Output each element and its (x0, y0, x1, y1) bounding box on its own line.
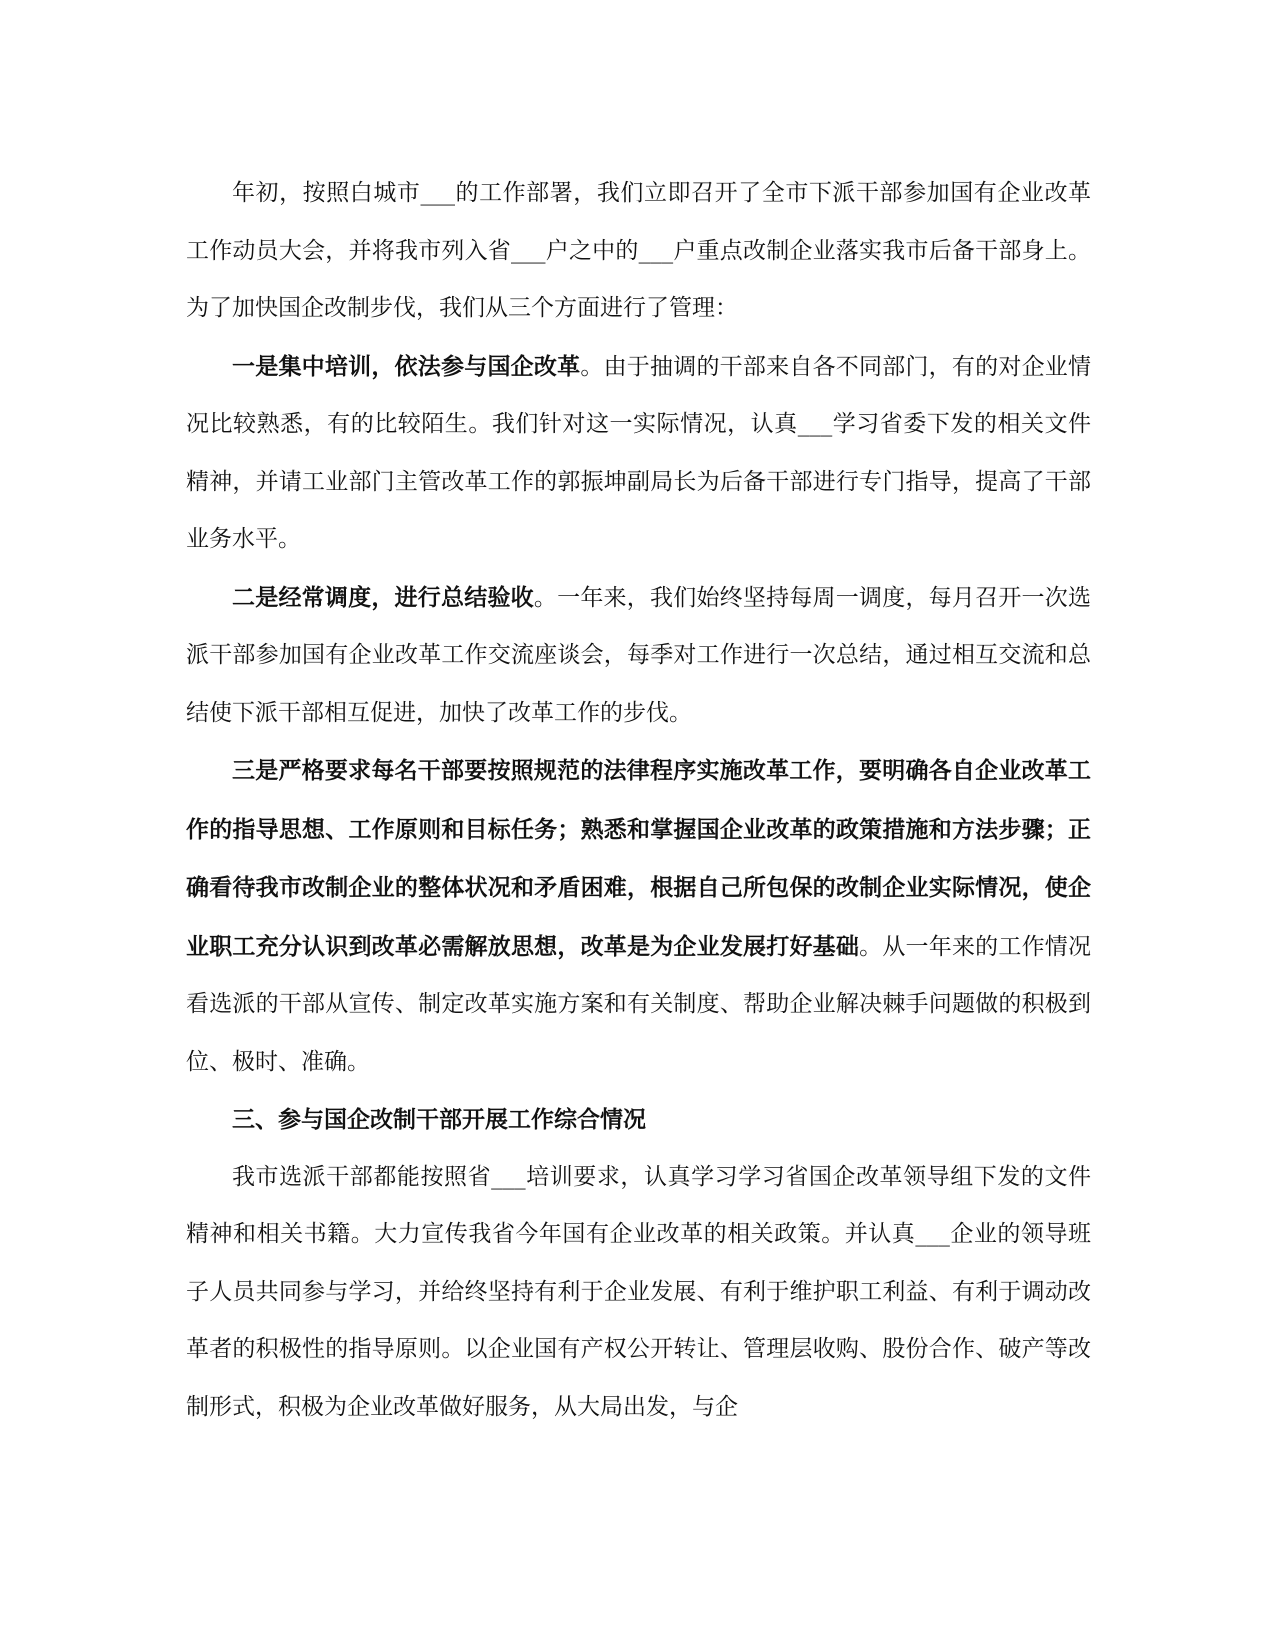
paragraph-intro (186, 165, 1091, 338)
point-two-lead: 二是经常调度，进行总结验收 (232, 583, 534, 611)
point-one-text: 。由于抽调的干部来自各不同部门，有的对企业情况比较熟悉，有的比较陌生。我们针对这一实际情况，认真___学习省委下发的相关文件精神，并请工业部门主管改革工作的郭振坤副局长为后备干部进行专门指导，提高了干部业务水平。 (186, 353, 1092, 552)
section-heading: 三、参与国企改制干部开展工作综合情况 (232, 1106, 646, 1133)
paragraph-closing: 我市选派干部都能按照省___培训要求，认真学习学习省国企改革领导组下发的文件精神和相关书籍。大力宣传我省今年国有企业改革的相关政策。并认真___企业的领导班子人员共同参与学习，并给终坚持有利于企业发展、有利于维护职工利益、有利于调动改革者的积极性的指导原则。以企业国有产权公开转让、管理层收购、股份合作、破产等改制形式，积极为企业改革做好服务，从大局出发，与企 (186, 1163, 1091, 1420)
point-three-text: 。从一年来的工作情况看选派的干部从宣传、制定改革实施方案和有关制度、帮助企业解决棘手问题做的积极到位、极时、准确。 (186, 933, 1092, 1075)
point-three-lead: 三是严格要求每名干部要按照规范的法律程序实施改革工作，要明确各自企业改革工作的指导思想、工作原则和目标任务；熟悉和掌握国企业改革的政策措施和方法步骤；正确看待我市改制企业的整体状况和矛盾困难，根据自己所包保的改制企业实际情况，使企业职工充分认识到改革必需解放思想，改革是为企业发展打好基础 (186, 757, 1091, 960)
paragraph-point-two (186, 569, 1091, 743)
paragraph-point-three (186, 742, 1091, 1091)
point-one-lead: 一是集中培训，依法参与国企改革 (232, 352, 581, 380)
paragraph-intro-text: 年初，按照白城市___的工作部署，我们立即召开了全市下派干部参加国有企业改革工作动员大会，并将我市列入省___户之中的___户重点改制企业落实我市后备干部身上。为了加快国企改制步伐，我们从三个方面进行了管理： (186, 180, 1091, 321)
document-body (186, 165, 1091, 1436)
paragraph-point-one (186, 338, 1091, 569)
point-two-text: 。一年来，我们始终坚持每周一调度，每月召开一次选派干部参加国有企业改革工作交流座谈会，每季对工作进行一次总结，通过相互交流和总结使下派干部相互促进，加快了改革工作的步伐。 (186, 584, 1092, 726)
